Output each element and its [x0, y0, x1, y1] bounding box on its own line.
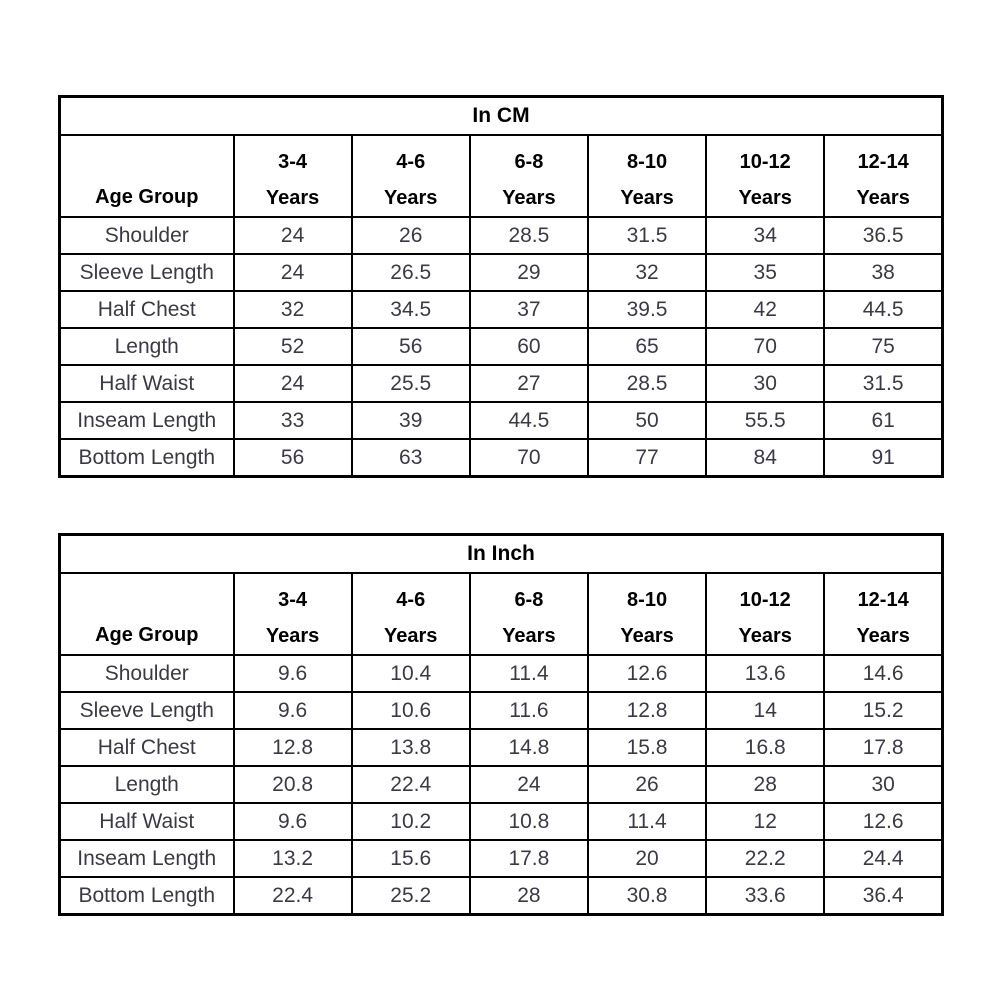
cell-value: 28.5	[588, 365, 706, 402]
cell-value: 22.2	[706, 840, 824, 877]
column-years-label: Years	[502, 187, 556, 209]
cell-value: 61	[824, 402, 942, 439]
table-title-row	[60, 535, 943, 574]
cell-value: 14.8	[470, 729, 588, 766]
cell-value: 28.5	[470, 217, 588, 254]
column-range-label: 6-8	[514, 589, 544, 611]
cell-value: 14	[706, 692, 824, 729]
cell-value: 55.5	[706, 402, 824, 439]
cell-value: 22.4	[234, 877, 352, 915]
cell-value: 52	[234, 328, 352, 365]
cell-value: 11.4	[588, 803, 706, 840]
cell-value: 9.6	[234, 655, 352, 692]
cell-value: 44.5	[824, 291, 942, 328]
table-row	[60, 840, 943, 877]
cell-value: 17.8	[824, 729, 942, 766]
cell-value: 26.5	[352, 254, 470, 291]
cell-value: 10.4	[352, 655, 470, 692]
column-range-label: 4-6	[396, 151, 426, 173]
cell-value: 70	[706, 328, 824, 365]
table-header-row	[60, 573, 943, 655]
table-row	[60, 402, 943, 439]
cell-value: 13.8	[352, 729, 470, 766]
row-label: Shoulder	[60, 217, 234, 254]
column-header	[234, 135, 352, 217]
cell-value: 32	[588, 254, 706, 291]
column-header	[706, 573, 824, 655]
cell-value: 9.6	[234, 803, 352, 840]
cell-value: 77	[588, 439, 706, 477]
cell-value: 26	[588, 766, 706, 803]
column-range-label: 3-4	[278, 151, 308, 173]
cell-value: 13.6	[706, 655, 824, 692]
table-row	[60, 729, 943, 766]
cell-value: 39	[352, 402, 470, 439]
cell-value: 36.5	[824, 217, 942, 254]
cell-value: 11.6	[470, 692, 588, 729]
cell-value: 20	[588, 840, 706, 877]
row-label: Sleeve Length	[60, 692, 234, 729]
table-row	[60, 365, 943, 402]
table-row	[60, 766, 943, 803]
table-row	[60, 439, 943, 477]
table-title: In Inch	[60, 535, 943, 574]
cell-value: 14.6	[824, 655, 942, 692]
cell-value: 31.5	[824, 365, 942, 402]
table-row	[60, 655, 943, 692]
cell-value: 22.4	[352, 766, 470, 803]
cell-value: 24.4	[824, 840, 942, 877]
cell-value: 63	[352, 439, 470, 477]
cell-value: 10.8	[470, 803, 588, 840]
row-label: Length	[60, 328, 234, 365]
cell-value: 37	[470, 291, 588, 328]
cell-value: 30	[824, 766, 942, 803]
column-header	[470, 573, 588, 655]
cell-value: 44.5	[470, 402, 588, 439]
cell-value: 35	[706, 254, 824, 291]
column-header	[824, 573, 942, 655]
column-header	[706, 135, 824, 217]
column-years-label: Years	[738, 187, 792, 209]
column-header	[352, 135, 470, 217]
table-row	[60, 217, 943, 254]
column-range-label: 12-14	[857, 151, 909, 173]
cell-value: 12	[706, 803, 824, 840]
cell-value: 12.6	[824, 803, 942, 840]
cell-value: 70	[470, 439, 588, 477]
cell-value: 33	[234, 402, 352, 439]
cell-value: 28	[706, 766, 824, 803]
cell-value: 28	[470, 877, 588, 915]
size-table-cm	[58, 95, 944, 478]
cell-value: 15.2	[824, 692, 942, 729]
cell-value: 24	[234, 217, 352, 254]
cell-value: 15.6	[352, 840, 470, 877]
cell-value: 20.8	[234, 766, 352, 803]
column-years-label: Years	[620, 187, 674, 209]
cell-value: 65	[588, 328, 706, 365]
column-header	[588, 135, 706, 217]
column-header	[588, 573, 706, 655]
cell-value: 34.5	[352, 291, 470, 328]
table-row	[60, 291, 943, 328]
column-range-label: 8-10	[627, 589, 668, 611]
cell-value: 39.5	[588, 291, 706, 328]
cell-value: 75	[824, 328, 942, 365]
cell-value: 32	[234, 291, 352, 328]
table-row	[60, 254, 943, 291]
column-header	[234, 573, 352, 655]
column-years-label: Years	[856, 625, 910, 647]
cell-value: 29	[470, 254, 588, 291]
cell-value: 91	[824, 439, 942, 477]
cell-value: 50	[588, 402, 706, 439]
cell-value: 31.5	[588, 217, 706, 254]
table-row	[60, 328, 943, 365]
cell-value: 10.6	[352, 692, 470, 729]
column-range-label: 4-6	[396, 589, 426, 611]
column-range-label: 10-12	[739, 151, 791, 173]
column-range-label: 3-4	[278, 589, 308, 611]
column-range-label: 6-8	[514, 151, 544, 173]
age-group-header: Age Group	[60, 573, 234, 655]
column-range-label: 12-14	[857, 589, 909, 611]
column-header	[824, 135, 942, 217]
row-label: Shoulder	[60, 655, 234, 692]
row-label: Inseam Length	[60, 840, 234, 877]
cell-value: 38	[824, 254, 942, 291]
table-row	[60, 692, 943, 729]
column-header	[470, 135, 588, 217]
row-label: Half Waist	[60, 803, 234, 840]
cell-value: 12.8	[234, 729, 352, 766]
cell-value: 17.8	[470, 840, 588, 877]
cell-value: 42	[706, 291, 824, 328]
column-years-label: Years	[502, 625, 556, 647]
row-label: Bottom Length	[60, 877, 234, 915]
row-label: Half Chest	[60, 291, 234, 328]
row-label: Half Waist	[60, 365, 234, 402]
cell-value: 33.6	[706, 877, 824, 915]
cell-value: 12.6	[588, 655, 706, 692]
cell-value: 12.8	[588, 692, 706, 729]
cell-value: 16.8	[706, 729, 824, 766]
cell-value: 15.8	[588, 729, 706, 766]
column-years-label: Years	[384, 625, 438, 647]
table-title: In CM	[60, 97, 943, 136]
column-years-label: Years	[620, 625, 674, 647]
cell-value: 24	[234, 254, 352, 291]
age-group-header: Age Group	[60, 135, 234, 217]
table-title-row	[60, 97, 943, 136]
cell-value: 56	[352, 328, 470, 365]
cell-value: 9.6	[234, 692, 352, 729]
cell-value: 24	[470, 766, 588, 803]
column-range-label: 8-10	[627, 151, 668, 173]
cell-value: 10.2	[352, 803, 470, 840]
cell-value: 30.8	[588, 877, 706, 915]
cell-value: 84	[706, 439, 824, 477]
row-label: Inseam Length	[60, 402, 234, 439]
cell-value: 11.4	[470, 655, 588, 692]
row-label: Length	[60, 766, 234, 803]
cell-value: 60	[470, 328, 588, 365]
cell-value: 30	[706, 365, 824, 402]
cell-value: 24	[234, 365, 352, 402]
column-years-label: Years	[265, 187, 320, 209]
column-range-label: 10-12	[739, 589, 791, 611]
cell-value: 36.4	[824, 877, 942, 915]
cell-value: 25.5	[352, 365, 470, 402]
row-label: Half Chest	[60, 729, 234, 766]
column-years-label: Years	[265, 625, 320, 647]
row-label: Sleeve Length	[60, 254, 234, 291]
cell-value: 56	[234, 439, 352, 477]
column-years-label: Years	[738, 625, 792, 647]
cell-value: 34	[706, 217, 824, 254]
table-header-row	[60, 135, 943, 217]
column-years-label: Years	[856, 187, 910, 209]
column-header	[352, 573, 470, 655]
row-label: Bottom Length	[60, 439, 234, 477]
cell-value: 25.2	[352, 877, 470, 915]
size-table-inch	[58, 533, 944, 916]
cell-value: 13.2	[234, 840, 352, 877]
cell-value: 27	[470, 365, 588, 402]
cell-value: 26	[352, 217, 470, 254]
column-years-label: Years	[384, 187, 438, 209]
table-row	[60, 877, 943, 915]
table-row	[60, 803, 943, 840]
